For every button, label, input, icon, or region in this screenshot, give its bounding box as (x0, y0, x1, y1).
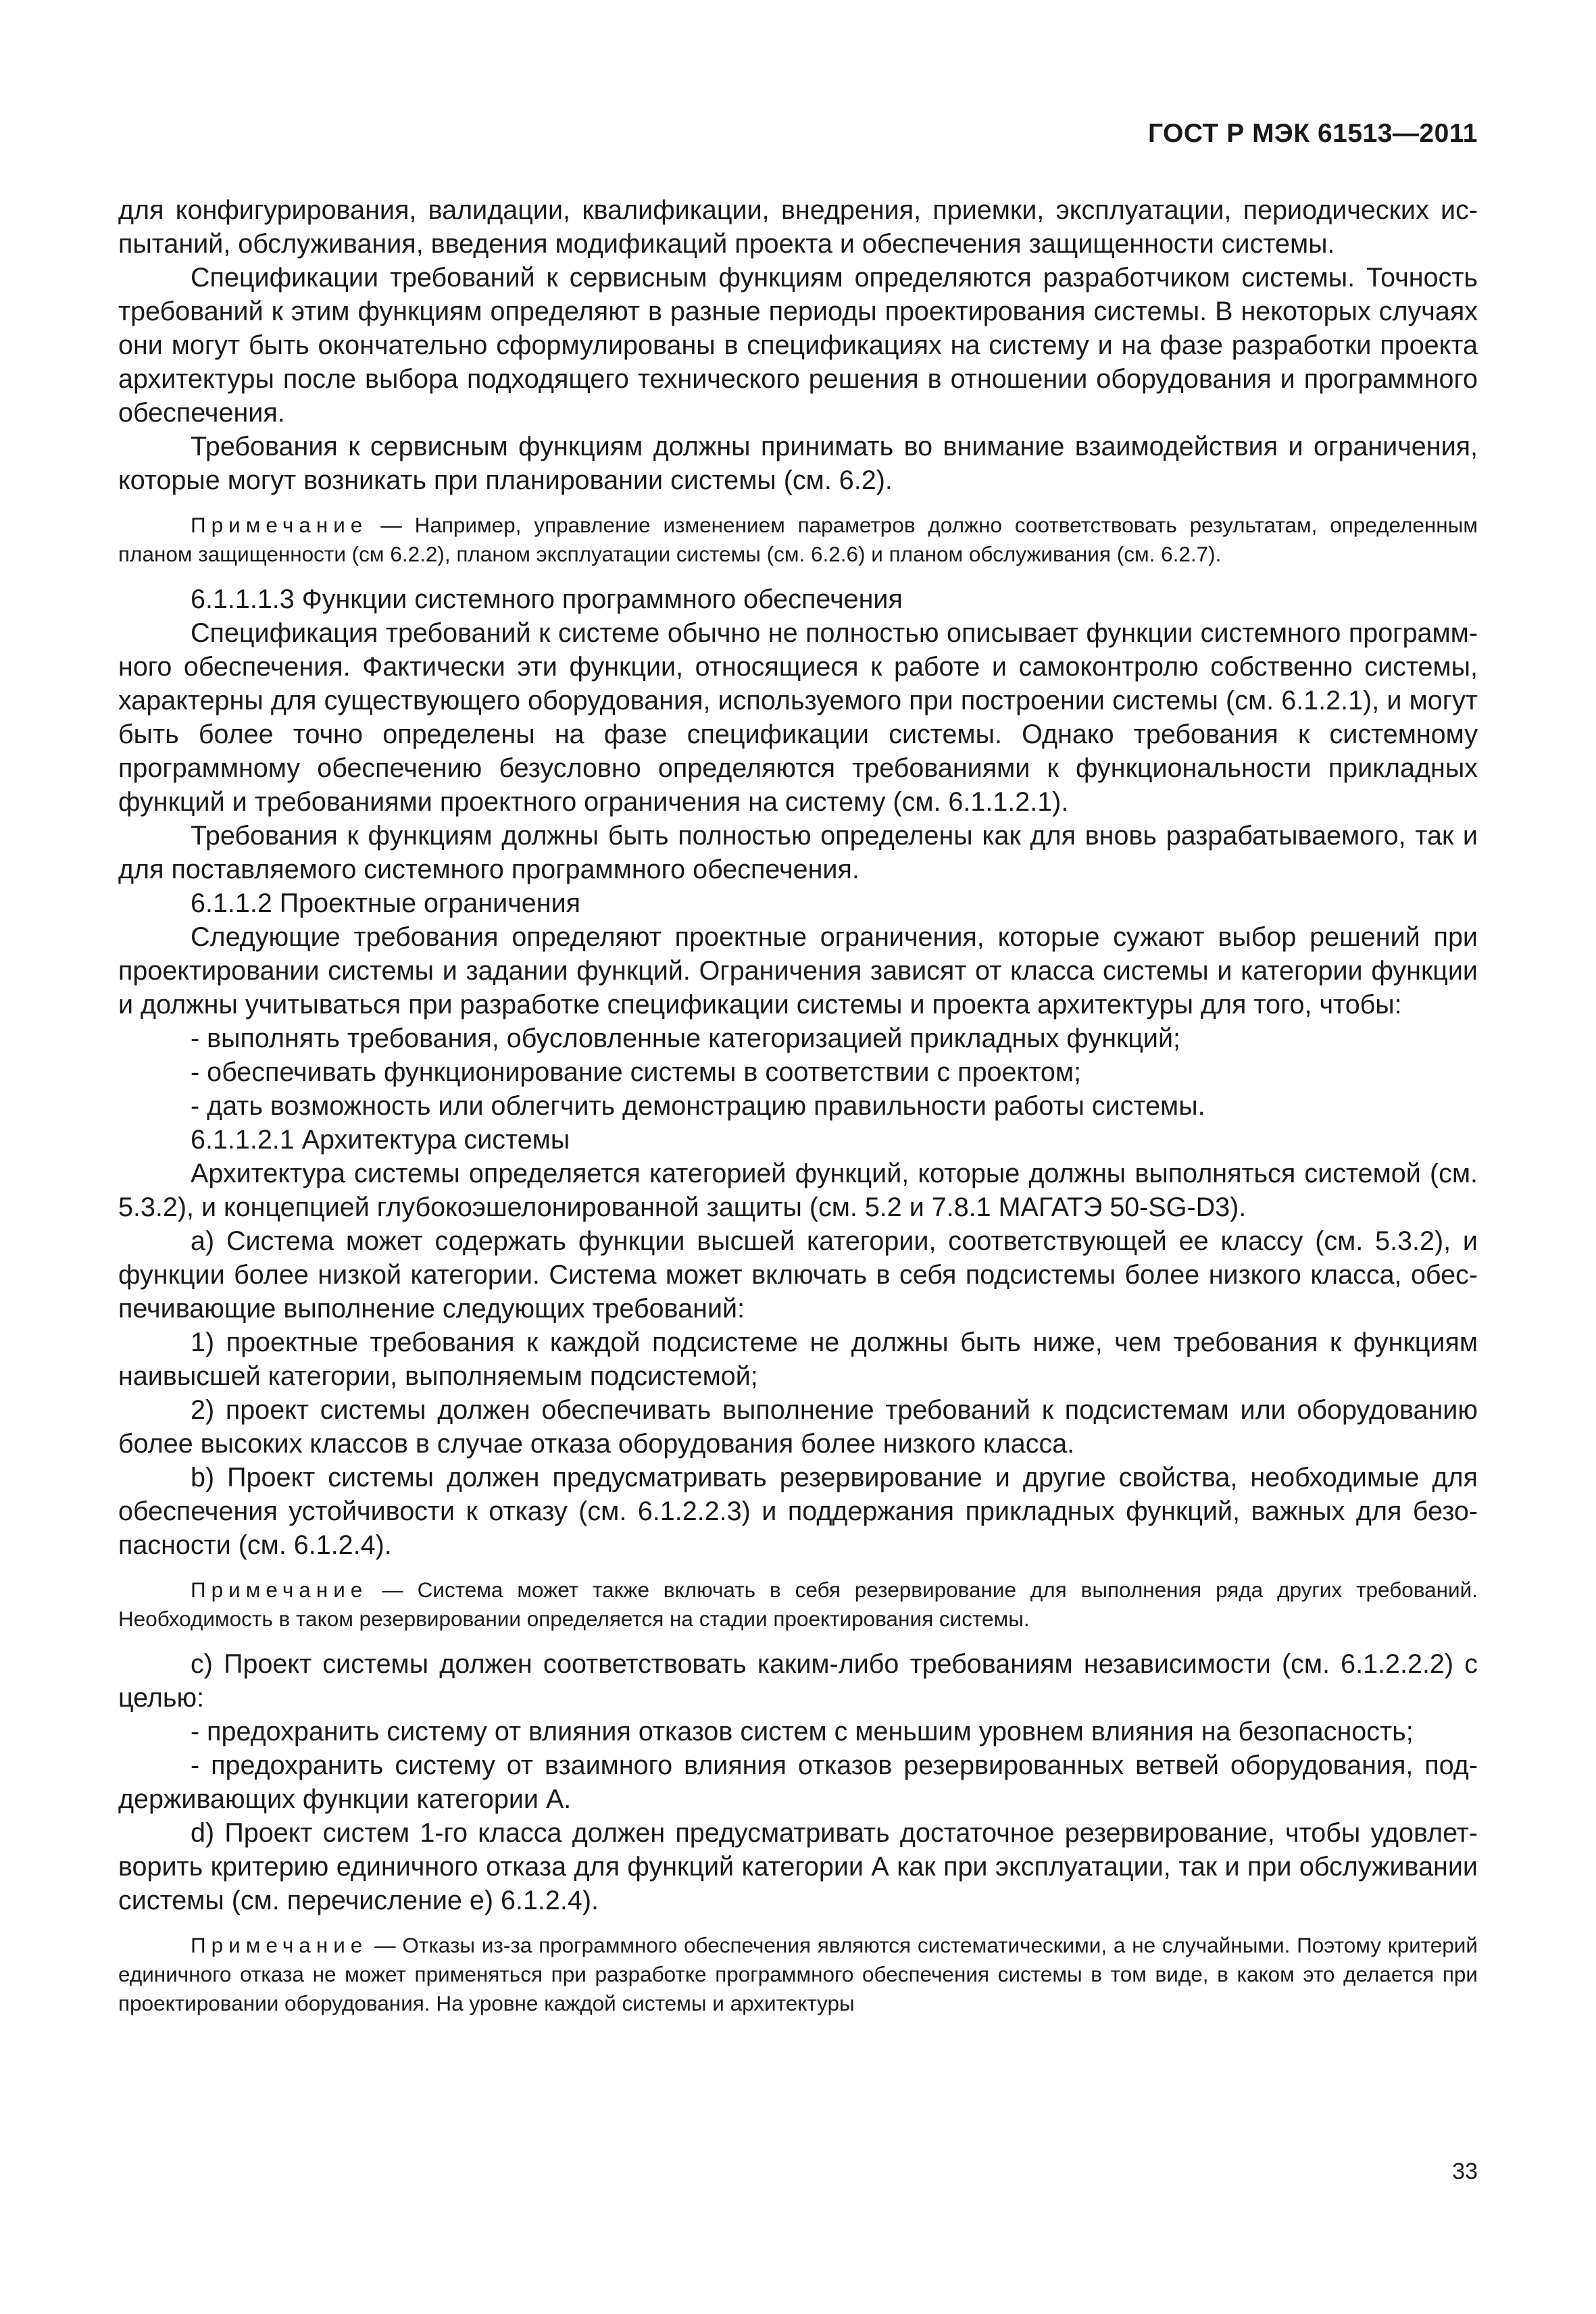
section-heading: 6.1.1.2.1 Архитектура системы (191, 1125, 570, 1155)
paragraph: Требования к функциям должны быть полностью определены как для вновь разрабатываемого, так и для поставляемого системного программного обеспечения. (118, 821, 1478, 884)
document-page (118, 0, 1478, 2314)
note-label: Примечание (191, 1933, 368, 1957)
paragraph: 1) проектные требования к каждой подсистеме не должны быть ниже, чем требования к функциям наивысшей категории, выполняемым подсистемой; (118, 1328, 1478, 1391)
list-item: - предохранить систему от взаимного влияния отказов резервированных ветвей оборудования, поддерживающих функции категории А. (118, 1751, 1478, 1814)
note (118, 511, 1478, 569)
list-item: - обеспечивать функционирование системы в соответствии с проектом; (191, 1057, 1081, 1087)
paragraph: c) Проект системы должен соответствовать каким-либо требованиям независимости (см. 6.1.2.2.2) с целью: (118, 1649, 1478, 1713)
list-item: - выполнять требования, обусловленные категоризацией прикладных функций; (191, 1024, 1181, 1053)
note-label: Примечание (191, 1578, 368, 1602)
section-heading: 6.1.1.1.3 Функции системного программного обеспечения (191, 584, 903, 614)
paragraph: Требования к сервисным функциям должны принимать во внимание взаимодействия и ограничения, которые могут возникать при планировании системы (см. 6.2). (118, 432, 1478, 495)
page-number: 33 (1452, 2159, 1478, 2184)
document-body (118, 193, 1478, 2032)
paragraph: b) Проект системы должен предусматривать резервирование и другие свойства, необходимые для обеспечения устойчивости к отказу (см. 6.1.2.2.3) и поддержания прикладных функций, важных для безопасности (см. 6.1.2.4). (118, 1463, 1478, 1560)
section-heading: 6.1.1.2 Проектные ограничения (191, 888, 581, 918)
paragraph: d) Проект систем 1-го класса должен предусматривать достаточное резервирование, чтобы удовлетворить критерию единичного отказа для функций категории А как при эксплуатации, так и при обслуживании системы (см. перечисление е) 6.1.2.4). (118, 1818, 1478, 1915)
document-header: ГОСТ Р МЭК 61513—2011 (1147, 119, 1478, 148)
note-text: — Система может также включать в себя резервирование для выполнения ряда других требований. Необходимость в таком резервировании определяется на стадии проектирования системы. (118, 1578, 1478, 1631)
paragraph: Спецификации требований к сервисным функциям определяются разработчиком системы. Точность требований к этим функциям определяют в разные периоды проектирования системы. В некоторых случаях они могут быть окончательно сформулированы в спецификациях на систему и на фазе разработки проекта архитектуры после выбора подходящего технического решения в отношении оборудования и программного обеспечения. (118, 263, 1478, 428)
paragraph: a) Система может содержать функции высшей категории, соответствующей ее классу (см. 5.3.2), и функции более низкой категории. Система может включать в себя подсистемы более низкого класса, обеспечивающие выполнение следующих требований: (118, 1226, 1478, 1324)
paragraph: Архитектура системы определяется категорией функций, которые должны выполняться системой (см. 5.3.2), и концепцией глубокоэшелонированной защиты (см. 5.2 и 7.8.1 МАГАТЭ 50-SG-D3). (118, 1159, 1478, 1222)
paragraph: 2) проект системы должен обеспечивать выполнение требований к подсистемам или оборудованию более высоких классов в случае отказа оборудования более низкого класса. (118, 1395, 1478, 1459)
paragraph: Спецификация требований к системе обычно не полностью описывает функции системного программного обеспечения. Фактически эти функции, относящиеся к работе и самоконтролю собственно системы, характерны для существующего оборудования, используемого при построении системы (см. 6.1.2.1), и могут быть более точно определены на фазе спецификации системы. Однако требования к системному программному обеспечению безусловно определяются требованиями к функциональности прикладных функций и требованиями проектного ограничения на систему (см. 6.1.1.2.1). (118, 618, 1478, 817)
list-item: - дать возможность или облегчить демонстрацию правильности работы системы. (191, 1091, 1205, 1121)
note-text: — Например, управление изменением параметров должно соответствовать результатам, определенным планом защищенности (см 6.2.2), планом эксплуатации системы (см. 6.2.6) и планом обслуживания (см. 6.2.7). (118, 513, 1478, 566)
note-label: Примечание (191, 513, 368, 537)
note-text: — Отказы из-за программного обеспечения являются систематическими, а не случайными. Поэтому критерий единичного отказа не может применяться при разработке программного обеспечения системы в том виде, в каком это делается при проектировании оборудования. На уровне каждой системы и архитектуры (118, 1933, 1478, 2015)
paragraph: Следующие требования определяют проектные ограничения, которые сужают выбор решений при проектировании системы и задании функций. Ограничения зависят от класса системы и категории функции и должны учитываться при разработке спецификации системы и проекта архитектуры для того, чтобы: (118, 922, 1478, 1020)
note (118, 1576, 1478, 1634)
list-item: - предохранить систему от влияния отказов систем с меньшим уровнем влияния на безопасность; (191, 1717, 1414, 1746)
note (118, 1931, 1478, 2018)
paragraph: для конфигурирования, валидации, квалификации, внедрения, приемки, эксплуатации, периодических испытаний, обслуживания, введения модификаций проекта и обеспечения защищенности системы. (118, 195, 1478, 259)
